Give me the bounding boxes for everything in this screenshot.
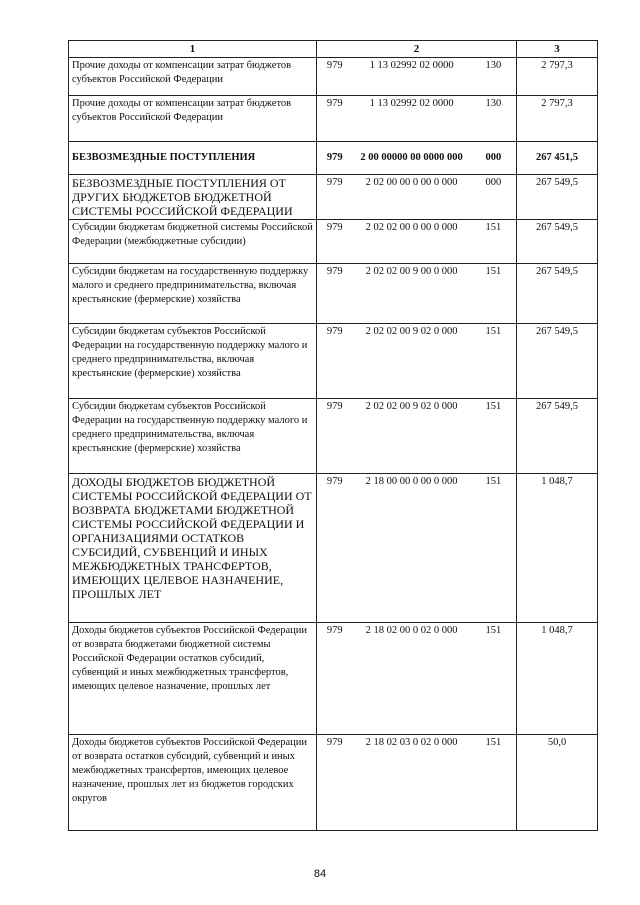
kbk-code: 2 02 02 00 9 00 0 000 — [365, 266, 458, 277]
kosgu-code: 151 — [485, 737, 502, 748]
revenue-name: Субсидии бюджетам субъектов Российской Федерации на государственную поддержку малого и среднего предпринимательства, включая крестьянские (фермерские) хозяйства — [69, 324, 317, 399]
amount: 267 549,5 — [517, 175, 598, 220]
classification-code — [317, 399, 517, 474]
kbk-code: 2 02 00 00 0 00 0 000 — [365, 177, 458, 188]
table-row — [69, 142, 598, 175]
admin-code: 979 — [326, 476, 343, 487]
table-row — [69, 96, 598, 142]
classification-code — [317, 474, 517, 623]
amount: 2 797,3 — [517, 96, 598, 142]
amount: 50,0 — [517, 735, 598, 831]
kosgu-code: 000 — [485, 177, 502, 188]
table-row — [69, 220, 598, 264]
table-row — [69, 175, 598, 220]
admin-code: 979 — [326, 401, 343, 412]
kosgu-code: 151 — [485, 401, 502, 412]
kbk-code: 2 18 02 03 0 02 0 000 — [365, 737, 458, 748]
revenue-name: Прочие доходы от компенсации затрат бюджетов субъектов Российской Федерации — [69, 58, 317, 96]
kbk-code: 1 13 02992 02 0000 — [369, 60, 454, 71]
table-row — [69, 264, 598, 324]
table-row — [69, 474, 598, 623]
kosgu-code: 151 — [485, 476, 502, 487]
admin-code: 979 — [326, 737, 343, 748]
revenue-name: БЕЗВОЗМЕЗДНЫЕ ПОСТУПЛЕНИЯ ОТ ДРУГИХ БЮДЖЕТОВ БЮДЖЕТНОЙ СИСТЕМЫ РОССИЙСКОЙ ФЕДЕРАЦИИ — [69, 175, 317, 220]
amount: 267 549,5 — [517, 324, 598, 399]
budget-revenue-table — [68, 40, 598, 831]
kbk-code: 2 02 02 00 0 00 0 000 — [365, 222, 458, 233]
admin-code: 979 — [326, 152, 343, 163]
admin-code: 979 — [326, 222, 343, 233]
amount: 267 549,5 — [517, 399, 598, 474]
classification-code — [317, 324, 517, 399]
revenue-name: Субсидии бюджетам на государственную поддержку малого и среднего предпринимательства, включая крестьянские (фермерские) хозяйства — [69, 264, 317, 324]
kosgu-code: 130 — [485, 98, 502, 109]
table-row — [69, 623, 598, 735]
classification-code — [317, 735, 517, 831]
kbk-code: 2 18 02 00 0 02 0 000 — [365, 625, 458, 636]
column-number-row — [69, 41, 598, 58]
kbk-code: 2 02 02 00 9 02 0 000 — [365, 326, 458, 337]
revenue-name: Доходы бюджетов субъектов Российской Федерации от возврата бюджетами бюджетной системы Российской Федерации остатков субсидий, субвенций и иных межбюджетных трансфертов, имеющих целевое назначение, прошлых лет — [69, 623, 317, 735]
admin-code: 979 — [326, 266, 343, 277]
admin-code: 979 — [326, 98, 343, 109]
kbk-code: 2 02 02 00 9 02 0 000 — [365, 401, 458, 412]
column-number-3: 3 — [517, 41, 598, 58]
amount: 267 549,5 — [517, 264, 598, 324]
revenue-name: Субсидии бюджетам субъектов Российской Федерации на государственную поддержку малого и среднего предпринимательства, включая крестьянские (фермерские) хозяйства — [69, 399, 317, 474]
kbk-code: 2 18 00 00 0 00 0 000 — [365, 476, 458, 487]
column-number-2: 2 — [317, 41, 517, 58]
table-row — [69, 399, 598, 474]
revenue-name: Прочие доходы от компенсации затрат бюджетов субъектов Российской Федерации — [69, 96, 317, 142]
amount: 267 451,5 — [517, 142, 598, 175]
kosgu-code: 130 — [485, 60, 502, 71]
amount: 1 048,7 — [517, 474, 598, 623]
revenue-name: БЕЗВОЗМЕЗДНЫЕ ПОСТУПЛЕНИЯ — [69, 142, 317, 175]
admin-code: 979 — [326, 326, 343, 337]
column-number-1: 1 — [69, 41, 317, 58]
admin-code: 979 — [326, 60, 343, 71]
classification-code — [317, 142, 517, 175]
classification-code — [317, 175, 517, 220]
admin-code: 979 — [326, 177, 343, 188]
classification-code — [317, 220, 517, 264]
kosgu-code: 151 — [485, 222, 502, 233]
classification-code — [317, 264, 517, 324]
kosgu-code: 151 — [485, 326, 502, 337]
revenue-name: Субсидии бюджетам бюджетной системы Российской Федерации (межбюджетные субсидии) — [69, 220, 317, 264]
kosgu-code: 000 — [485, 152, 502, 163]
table-row — [69, 324, 598, 399]
admin-code: 979 — [326, 625, 343, 636]
kbk-code: 1 13 02992 02 0000 — [369, 98, 454, 109]
amount: 2 797,3 — [517, 58, 598, 96]
table-row — [69, 58, 598, 96]
classification-code — [317, 58, 517, 96]
kbk-code: 2 00 00000 00 0000 000 — [360, 152, 463, 163]
revenue-name: Доходы бюджетов субъектов Российской Федерации от возврата остатков субсидий, субвенций и иных межбюджетных трансфертов, имеющих целевое назначение, прошлых лет из бюджетов городских округов — [69, 735, 317, 831]
revenue-name: ДОХОДЫ БЮДЖЕТОВ БЮДЖЕТНОЙ СИСТЕМЫ РОССИЙСКОЙ ФЕДЕРАЦИИ ОТ ВОЗВРАТА БЮДЖЕТАМИ БЮДЖЕТНОЙ СИСТЕМЫ РОССИЙСКОЙ ФЕДЕРАЦИИ И ОРГАНИЗАЦИЯМИ ОСТАТКОВ СУБСИДИЙ, СУБВЕНЦИЙ И ИНЫХ МЕЖБЮДЖЕТНЫХ ТРАНСФЕРТОВ, ИМЕЮЩИХ ЦЕЛЕВОЕ НАЗНАЧЕНИЕ, ПРОШЛЫХ ЛЕТ — [69, 474, 317, 623]
kosgu-code: 151 — [485, 625, 502, 636]
classification-code — [317, 623, 517, 735]
page-number: 84 — [313, 868, 327, 880]
amount: 1 048,7 — [517, 623, 598, 735]
amount: 267 549,5 — [517, 220, 598, 264]
kosgu-code: 151 — [485, 266, 502, 277]
table-row — [69, 735, 598, 831]
classification-code — [317, 96, 517, 142]
